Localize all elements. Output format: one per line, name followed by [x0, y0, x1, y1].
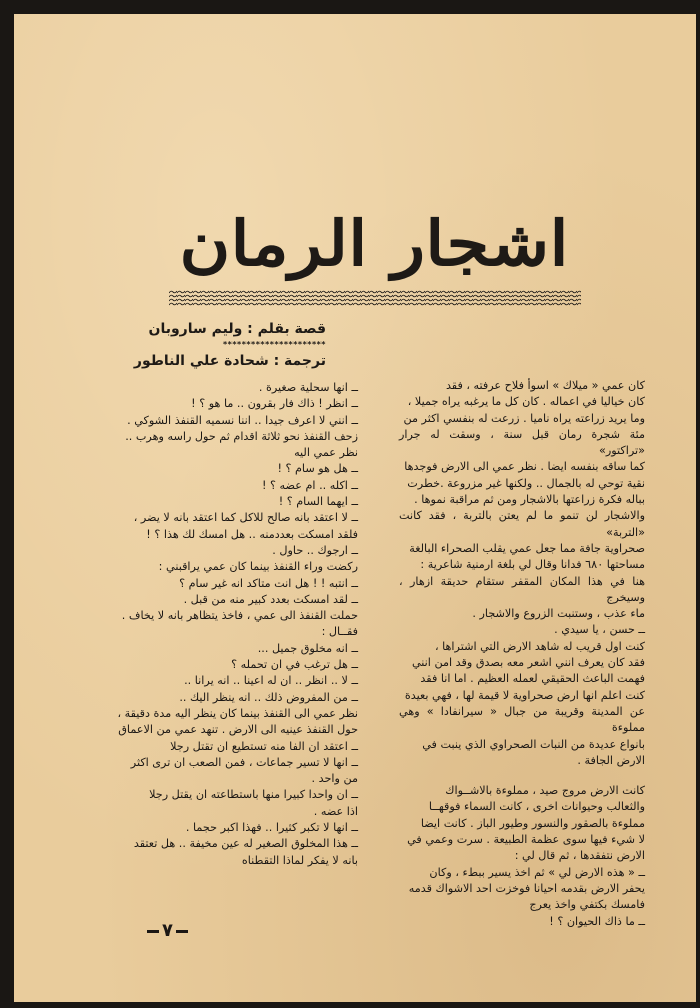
text-line: نظر عمي الى القنفذ بينما كان ينظر اليه مدة دقيقة ، — [117, 706, 358, 720]
text-line: عن المدينة وقريبة من جبال « سيرانفادا » وهي مملوءة — [399, 704, 645, 735]
magazine-page — [14, 14, 696, 1002]
text-line: ــ انها لا تكبر كثيرا .. فهذا اكبر حجما . — [185, 821, 358, 835]
text-line: مساحتها ٦٨٠ فدانا وقال لي بلغة ارمنية شاعرية : — [420, 558, 645, 572]
author-credit: قصة بقلم : وليم ساروبان — [148, 321, 326, 337]
text-line: هنا في هذا المكان المقفر ستقام حديقة ازهار ، وسيخرج — [399, 574, 645, 604]
story-title: اشجار الرمان — [179, 207, 569, 280]
text-line: نظر عمي اليه — [294, 446, 358, 460]
translator-credit: ترجمة : شحادة علي الناطور — [133, 353, 326, 369]
text-line: ــ ان واحدا كبيرا منها باستطاعته ان يقتل رجلا — [149, 788, 358, 802]
text-line: صحراوية جافة مما جعل عمي يقلب الصحراء البالغة — [409, 541, 645, 555]
text-line: مئة شجرة رمان قبل سنة ، وسقت له جرار «تراكتور» — [399, 427, 645, 458]
star-divider: ********************** — [222, 340, 326, 349]
text-line: يحفر الارض بقدمه احيانا فوخزت احد الاشواك قدمه — [408, 881, 645, 895]
byline — [134, 320, 326, 370]
text-line: فهمت الباعث الحقيقي لعمله العظيم . اما انا فقد — [420, 672, 645, 686]
text-line: حول القنفذ عينيه الى الارض . تنهد عمي من الاعماق — [118, 723, 358, 737]
text-line: كنت اول قريب له شاهد الارض التي اشتراها ، — [434, 639, 645, 653]
text-line — [399, 769, 645, 783]
text-line: فامسك بكتفي واخذ يعرج — [529, 898, 645, 912]
dash-right — [147, 930, 159, 933]
text-line: الارض الجافة . — [577, 753, 645, 767]
text-line: ــ ما ذاك الحيوان ؟ ! — [549, 914, 645, 928]
text-line: ــ لا .. انظر .. ان له اعينا .. انه يرانا .. — [184, 674, 358, 688]
text-line: كنت اعلم انها ارض صحراوية لا قيمة لها ، فهي بعيدة — [404, 688, 645, 702]
text-line: وما يريد زراعته يراه ناميا . زرعت له بنفسي اكثر من — [403, 411, 645, 425]
left-text-column — [92, 380, 358, 869]
text-line: كانت الارض مروج صيد ، مملوءة بالاشــواك — [445, 784, 645, 798]
text-line: كان خياليا في اعماله . كان كل ما يرغبه يراه جميلا ، — [407, 395, 645, 409]
text-line: ركضت وراء القنفذ بينما كان عمي يراقبني : — [158, 560, 358, 574]
text-line: ــ انظر ! ذاك فار بقرون .. ما هو ؟ ! — [191, 397, 358, 411]
text-line: ماء عذب ، وستنبت الزروع والاشجار . — [472, 607, 645, 621]
text-line: نقية توحي له بالجمال .. ولكنها غير مزروعة .خطرت — [407, 476, 645, 490]
text-line: ــ ارجوك .. حاول . — [272, 543, 358, 557]
text-line: كما ساقه بنفسه ايضا . نظر عمي الى الارض فوجدها — [404, 460, 645, 474]
dash-left — [176, 930, 188, 933]
text-line: فقــال : — [321, 625, 358, 639]
text-line: بباله فكرة زراعتها بالاشجار ومن ثم مراقبة نموها . — [414, 493, 645, 507]
text-line: ــ انها لا تسير جماعات ، فمن الصعب ان ترى اكثر — [130, 755, 358, 769]
right-text-column — [399, 378, 645, 930]
text-line: ــ من المفروض ذلك .. انه ينظر اليك .. — [179, 690, 358, 704]
text-line: ــ انها سحلية صغيرة . — [258, 381, 358, 394]
text-line: ــ انني لا اعرف جيدا .. اننا نسميه القنفذ الشوكي . — [127, 413, 358, 427]
text-line: فلقد امسكت بعددمنه .. هل امسك لك هذا ؟ ! — [146, 527, 358, 541]
text-line: ــ حسن ، يا سيدي . — [554, 623, 645, 637]
text-line: بانه لا يفكر لماذا التقطناه — [241, 853, 358, 867]
title-wavy-rule — [169, 290, 581, 306]
text-line: والاشجار لن تنمو ما لم يعتن بالتربة ، فقد كانت «التربة» — [399, 509, 645, 539]
text-line: فقد كان يعرف انني اشعر معه بصدق وقد امن انني — [411, 656, 645, 670]
text-line: ــ انتبه ! ! هل انت متاكد انه غير سام ؟ — [179, 576, 358, 590]
text-line: ــ هل هو سام ؟ ! — [277, 462, 358, 476]
text-line: كان عمي « ميلاك » اسوأ فلاح عرفته ، فقد — [445, 379, 645, 392]
text-line: ــ اعتقد ان الفا منه تستطيع ان تقتل رجلا — [170, 739, 358, 753]
text-line: ــ لقد امسكت بعدد كبير منه من قبل . — [183, 592, 358, 606]
text-line: اذا عضه . — [313, 804, 358, 818]
page-number — [144, 920, 191, 941]
text-line: ــ هذا المخلوق الصغير له عين مخيفة .. هل تعتقد — [133, 837, 358, 851]
page-number-value: ٧ — [162, 920, 173, 941]
text-line: زحف القنفذ نحو ثلاثة اقدام ثم حول راسه وهرب .. — [125, 429, 358, 443]
text-line: ــ اكله .. ام عضه ؟ ! — [262, 478, 358, 492]
text-line: الارض نتفقدها ، ثم قال لي : — [514, 849, 645, 863]
text-line: ــ « هذه الارض لي » ثم اخذ يسير ببطء ، وكان — [429, 865, 645, 879]
text-line: لا شيء فيها سوى عظمة الطبيعة . سرت وعمي في — [407, 833, 645, 847]
text-line: مملوءة بالصقور والنسور وطيور الباز . كانت ايضا — [420, 816, 645, 830]
text-line: ــ انه مخلوق جميل ... — [257, 641, 358, 655]
text-line: والثعالب وحيوانات اخرى ، كانت السماء فوقهــا — [428, 800, 645, 814]
text-line: ــ لا اعتقد بانه صالح للاكل كما اعتقد بانه لا يضر ، — [133, 511, 358, 525]
text-line: بانواع عديدة من النبات الصحراوي الذي ينبت في — [422, 737, 645, 751]
text-line: من واحد . — [311, 772, 358, 786]
text-line: حملت القنفذ الى عمي ، فاخذ يتظاهر بانه لا يخاف . — [121, 609, 358, 623]
text-line: ــ ايهما السام ؟ ! — [278, 495, 358, 509]
text-line: ــ هل ترغب في ان تحمله ؟ — [231, 658, 358, 672]
